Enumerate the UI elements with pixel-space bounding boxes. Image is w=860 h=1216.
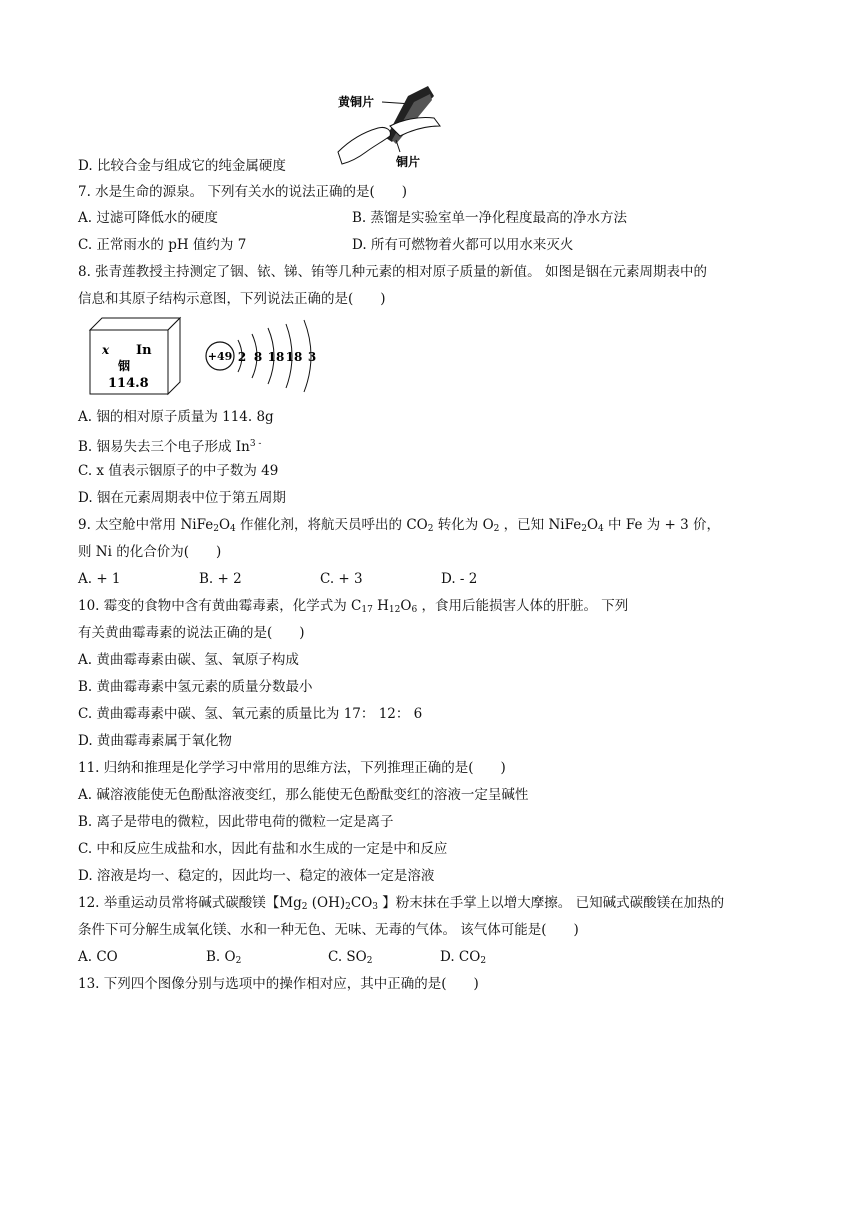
shell-4: 18: [285, 350, 303, 364]
q10-t3: O: [400, 598, 412, 614]
q12-t1: 12. 举重运动员常将碱式碳酸镁【Mg: [78, 895, 302, 911]
q10-s3: 6: [411, 605, 418, 615]
q12-option-d-sub: 2: [480, 956, 487, 966]
q9-s3: 2: [427, 524, 434, 534]
atomic-number-label: x: [102, 343, 110, 357]
q7-option-c: C. 正常雨水的 pH 值约为 7: [78, 237, 247, 253]
copper-sheet-label: 铜片: [396, 155, 421, 169]
shell-1: 2: [237, 350, 247, 364]
q9-stem-line1: [78, 515, 720, 539]
q11-option-a: A. 碱溶液能使无色酚酞溶液变红，那么能使无色酚酞变红的溶液一定呈碱性: [78, 787, 529, 803]
q8-option-c: C. x 值表示铟原子的中子数为 49: [78, 463, 279, 479]
q8-option-b-charge: 3 -: [249, 439, 262, 449]
q10-t4: ，食用后能损害人体的肝脏。 下列: [417, 598, 629, 614]
q9-option-b: B. + 2: [199, 571, 242, 587]
q12-option-c: [328, 947, 372, 971]
q8-stem-line2: 信息和其原子结构示意图，下列说法正确的是( ): [78, 291, 386, 307]
q7-option-b: B. 蒸馏是实验室单一净化程度最高的净水方法: [352, 210, 628, 226]
q8-option-b: [78, 434, 261, 457]
q10-s1: 17: [361, 605, 373, 615]
q11-option-d: D. 溶液是均一、稳定的，因此均一、稳定的液体一定是溶液: [78, 868, 435, 884]
q8-stem-line1: 8. 张青莲教授主持测定了铟、铱、锑、铕等几种元素的相对原子质量的新值。 如图是铟在元素周期表中的: [78, 264, 707, 280]
q9-t7: 中 Fe 为 + 3 价，: [603, 517, 721, 533]
q9-t1: 9. 太空舱中常用 NiFe: [78, 517, 214, 533]
q9-stem-line2: 则 Ni 的化合价为( ): [78, 544, 222, 560]
q12-stem-line2: 条件下可分解生成氧化镁、水和一种无色、无味、无毒的气体。 该气体可能是( ): [78, 922, 579, 938]
q9-s2: 4: [230, 524, 236, 534]
q9-option-a: A. + 1: [78, 571, 121, 587]
element-symbol: In: [136, 343, 152, 358]
q10-t2: H: [372, 598, 389, 614]
q10-option-b: B. 黄曲霉毒素中氢元素的质量分数最小: [78, 679, 313, 695]
q9-t4: 转化为 O: [433, 517, 494, 533]
element-name: 铟: [118, 359, 131, 373]
q7-option-a: A. 过滤可降低水的硬度: [78, 210, 218, 226]
q12-option-d: [440, 947, 486, 971]
q10-option-d: D. 黄曲霉毒素属于氧化物: [78, 733, 232, 749]
q12-option-b: [206, 947, 241, 971]
q12-s1: 2: [301, 902, 308, 912]
q8-option-a: A. 铟的相对原子质量为 114. 8g: [78, 409, 274, 425]
q9-s1: 2: [213, 524, 219, 534]
q9-s4: 2: [493, 524, 500, 534]
q7-option-d: D. 所有可燃物着火都可以用水来灭火: [352, 237, 574, 253]
indium-atomic-structure: [200, 318, 330, 394]
q10-s2: 12: [388, 605, 401, 615]
q13-stem: 13. 下列四个图像分别与选项中的操作相对应，其中正确的是( ): [78, 976, 479, 992]
q12-option-c-sub: 2: [366, 956, 373, 966]
q10-stem-line2: 有关黄曲霉毒素的说法正确的是( ): [78, 625, 305, 641]
q8-option-d: D. 铟在元素周期表中位于第五周期: [78, 490, 286, 506]
q12-t4: 】粉末抹在手掌上以增大摩擦。 已知碱式碳酸镁在加热的: [378, 895, 725, 911]
q12-option-b-text: B. O: [206, 949, 236, 965]
q9-t2: O: [218, 517, 231, 533]
q7-stem: 7. 水是生命的源泉。 下列有关水的说法正确的是( ): [78, 184, 407, 200]
q12-t2: (OH): [307, 895, 346, 911]
q12-stem-line1: [78, 893, 724, 917]
q9-s6: 4: [598, 524, 604, 534]
q11-option-b: B. 离子是带电的微粒，因此带电荷的微粒一定是离子: [78, 814, 394, 830]
q9-option-c: C. + 3: [320, 571, 363, 587]
q9-s5: 2: [581, 524, 587, 534]
alloy-hardness-figure: [330, 82, 450, 172]
nucleus-charge: +49: [207, 350, 233, 363]
q12-option-d-text: D. CO: [440, 949, 481, 965]
q10-t1: 10. 霉变的食物中含有黄曲霉毒素，化学式为 C: [78, 598, 362, 614]
q12-s3: 3: [372, 902, 379, 912]
q10-option-a: A. 黄曲霉毒素由碳、氢、氧原子构成: [78, 652, 299, 668]
q9-option-d: D. - 2: [441, 571, 478, 587]
q12-t3: CO: [350, 895, 373, 911]
shell-2: 8: [253, 350, 263, 364]
shell-3: 18: [267, 350, 285, 364]
q11-stem: 11. 归纳和推理是化学学习中常用的思维方法，下列推理正确的是( ): [78, 760, 506, 776]
q12-s2: 2: [345, 902, 351, 912]
q6-option-d: D. 比较合金与组成它的纯金属硬度: [78, 158, 286, 174]
shell-5: 3: [307, 350, 317, 364]
indium-element-card: [88, 316, 184, 396]
q9-t3: 作催化剂，将航天员呼出的 CO: [235, 517, 428, 533]
q10-option-c: C. 黄曲霉毒素中碳、氢、氧元素的质量比为 17： 12： 6: [78, 706, 423, 722]
q12-option-a: A. CO: [78, 949, 118, 965]
q8-option-b-text: B. 铟易失去三个电子形成 In: [78, 439, 250, 455]
atomic-mass: 114.8: [108, 376, 149, 391]
q9-t6: O: [586, 517, 599, 533]
q12-option-b-sub: 2: [235, 956, 242, 966]
q9-t5: ，已知 NiFe: [499, 517, 582, 533]
q11-option-c: C. 中和反应生成盐和水，因此有盐和水生成的一定是中和反应: [78, 841, 448, 857]
q12-option-c-text: C. SO: [328, 949, 367, 965]
brass-sheet-label: 黄铜片: [338, 95, 375, 109]
q10-stem-line1: [78, 596, 628, 620]
